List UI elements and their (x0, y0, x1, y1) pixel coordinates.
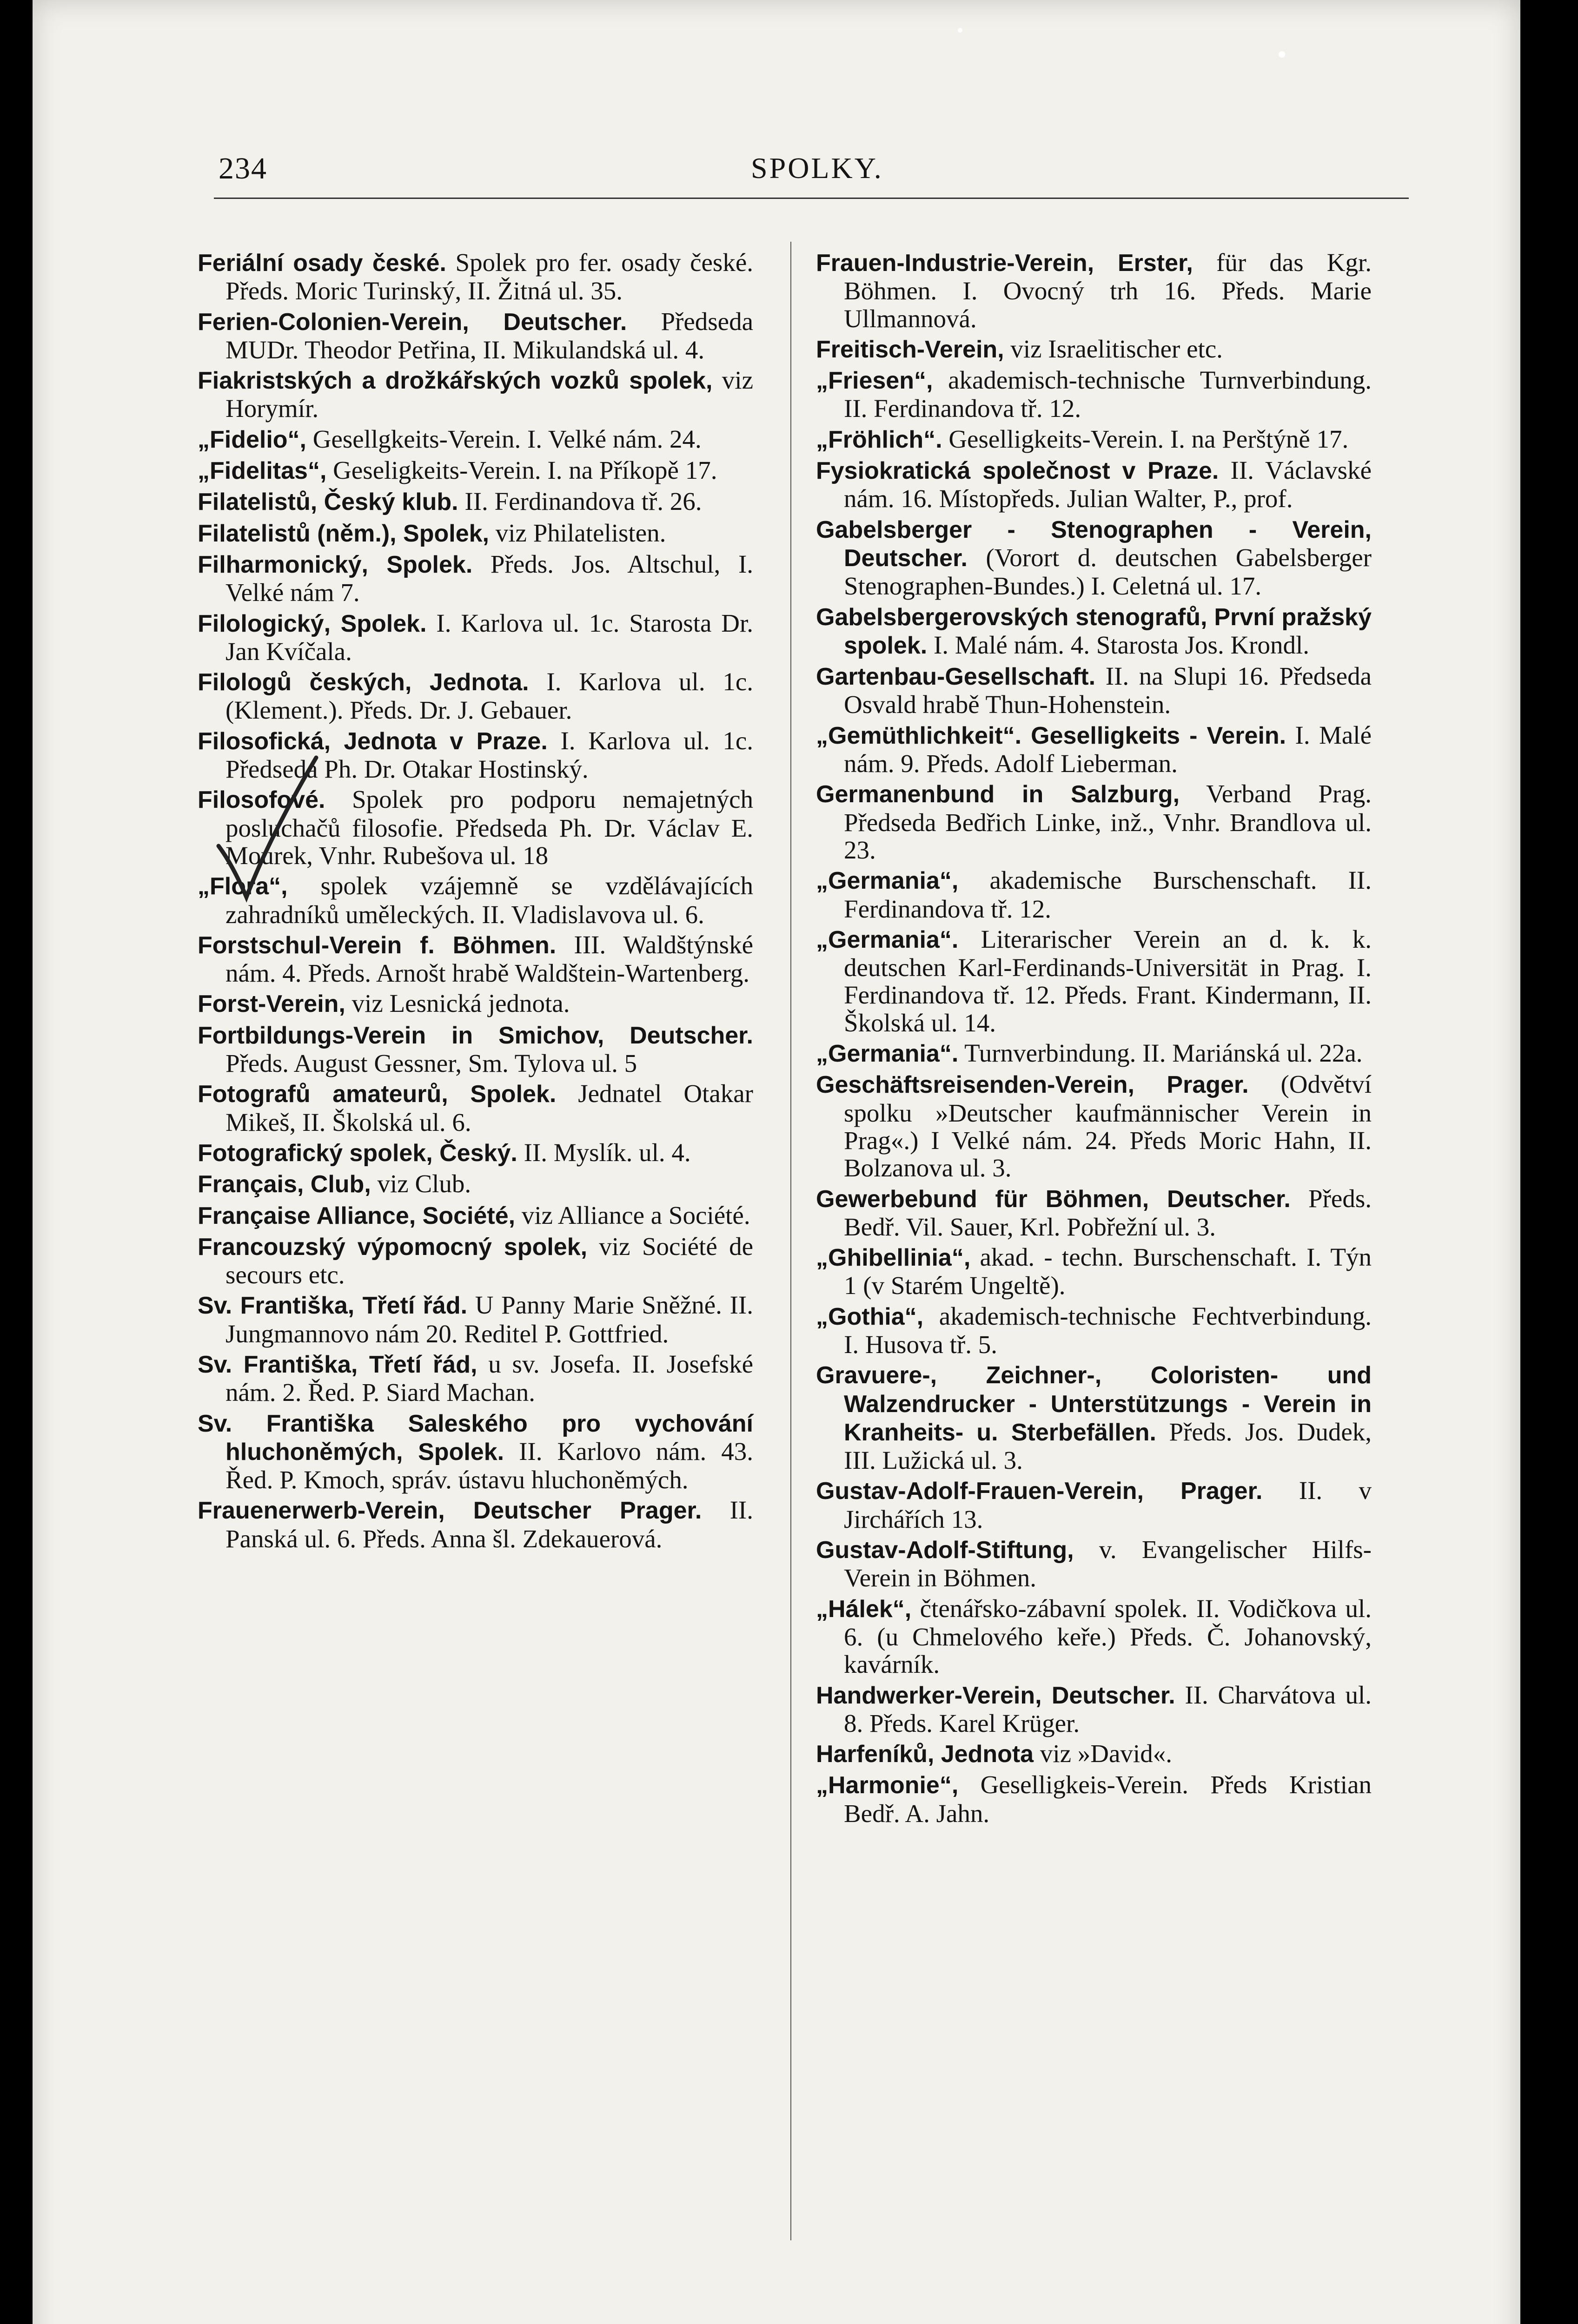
entry-text: viz »David«. (1034, 1739, 1172, 1768)
entry-name: „Germania“. (816, 926, 959, 953)
entry-name: Handwerker-Verein, Deutscher. (816, 1682, 1175, 1709)
directory-entry (198, 366, 753, 423)
entry-name: Fotografů amateurů, Spolek. (198, 1081, 557, 1108)
right-column (816, 249, 1372, 1830)
entry-text: viz Israelitischer etc. (1004, 334, 1223, 363)
directory-entry (816, 249, 1372, 332)
entry-name: Gabelsbergerovských stenografů, První pražský spolek. (816, 603, 1372, 659)
entry-name: Harfeníků, Jednota (816, 1741, 1034, 1768)
paper-speck (1279, 51, 1285, 58)
entry-name: Freitisch-Verein, (816, 336, 1004, 363)
entry-name: Gartenbau-Gesellschaft. (816, 663, 1096, 691)
directory-entry (816, 1681, 1372, 1737)
entry-name: Forstschul-Verein f. Böhmen. (198, 931, 557, 959)
directory-entry (816, 1039, 1372, 1068)
directory-entry (198, 1291, 753, 1347)
page-header (219, 151, 1409, 198)
column-divider (790, 242, 791, 2240)
entry-text: Turnverbindung. II. Mariánská ul. 22a. (958, 1039, 1363, 1068)
entry-text: v. Evangelischer Hilfs-Verein in Böhmen. (844, 1535, 1372, 1592)
entry-name: Gustav-Adolf-Frauen-Verein, Prager. (816, 1478, 1263, 1505)
directory-entry (816, 1740, 1372, 1768)
entry-text: Spolek pro podporu nemajetných posluchačů filosofie. Předseda Ph. Dr. Václav E. Mourek, Vnhr. Rubešova ul. 18 (225, 785, 753, 870)
entry-text: für das Kgr. Böhmen. I. Ovocný trh 16. Předs. Marie Ullmannová. (844, 248, 1372, 333)
directory-entry (816, 366, 1372, 423)
entry-name: Germanenbund in Salzburg, (816, 781, 1180, 808)
entry-text: (Odvětví spolku »Deutscher kaufmännischer Verein in Prag«.) I Velké nám. 24. Předs Moric Hahn, II. Bolzanova ul. 3. (844, 1070, 1372, 1182)
directory-entry (198, 249, 753, 305)
entry-name: Frauenerwerb-Verein, Deutscher Prager. (198, 1497, 702, 1525)
entry-name: „Ghibellinia“, (816, 1244, 971, 1272)
entry-text: u sv. Josefa. II. Josefské nám. 2. Řed. P. Siard Machan. (225, 1349, 753, 1407)
directory-entry (198, 931, 753, 987)
directory-entry (816, 425, 1372, 454)
handwritten-check-icon (214, 753, 321, 906)
entry-name: Français, Club, (198, 1171, 371, 1198)
directory-entry (816, 866, 1372, 923)
entry-name: „Germania“, (816, 867, 959, 895)
entry-text: I. Malé nám. 9. Předs. Adolf Lieberman. (844, 720, 1372, 778)
entry-text: spolek vzájemně se vzdělávajících zahradníků uměleckých. II. Vladislavova ul. 6. (225, 872, 753, 929)
entry-text: Předs. August Gessner, Sm. Tylova ul. 5 (225, 1049, 637, 1078)
entry-name: „Fidelitas“, (198, 457, 327, 485)
entry-name: Filosofická, Jednota v Praze. (198, 727, 548, 755)
entry-text: II. Ferdinandova tř. 26. (458, 487, 702, 516)
directory-entry (198, 990, 753, 1018)
directory-entry (816, 1477, 1372, 1533)
entry-text: II. Karlovo nám. 43. Řed. P. Kmoch, správ. ústavu hluchoněmých. (225, 1437, 753, 1494)
entry-text: Verband Prag. Předseda Bedřich Linke, inž., Vnhr. Brandlova ul. 23. (844, 779, 1372, 864)
entry-text: Geseligkeits-Verein. I. na Příkopě 17. (326, 456, 717, 485)
entry-name: „Fidelio“, (198, 426, 306, 453)
entry-name: Sv. Františka, Třetí řád. (198, 1292, 468, 1320)
entry-text: Geselligkeis-Verein. Předs Kristian Bedř. A. Jahn. (844, 1770, 1372, 1828)
entry-text: II. Charvátova ul. 8. Předs. Karel Krüger. (844, 1680, 1372, 1737)
entry-text: akademisch-technische Turnverbindung. II. Ferdinandova tř. 12. (844, 366, 1372, 423)
entry-name: Gabelsberger - Stenographen - Verein, Deutscher. (816, 516, 1372, 572)
entry-text: I. Karlova ul. 1c. Předseda Ph. Dr. Otakar Hostinský. (225, 726, 753, 784)
directory-entry (816, 925, 1372, 1037)
entry-name: Forst-Verein, (198, 990, 345, 1018)
directory-entry (198, 1170, 753, 1198)
entry-text: U Panny Marie Sněžné. II. Jungmannovo nám 20. Reditel P. Gottfried. (225, 1291, 753, 1348)
entry-text: viz Société de secours etc. (225, 1232, 753, 1289)
entry-text: viz Alliance a Société. (515, 1201, 750, 1229)
directory-entry (816, 662, 1372, 719)
header-rule (214, 198, 1409, 199)
directory-entry (816, 1595, 1372, 1678)
directory-entry (198, 1080, 753, 1136)
entry-text: (Vorort d. deutschen Gabelsberger Stenographen-Bundes.) I. Celetná ul. 17. (844, 543, 1372, 601)
entry-text: Předs. Bedř. Vil. Sauer, Krl. Pobřežní ul. 3. (844, 1184, 1372, 1241)
directory-entry (816, 721, 1372, 778)
directory-entry (816, 1536, 1372, 1592)
entry-text: viz Club. (371, 1169, 471, 1198)
entry-text: II. v Jirchářích 13. (844, 1476, 1372, 1533)
entry-name: Filatelistů (něm.), Spolek, (198, 520, 489, 547)
entry-text: Předs. Jos. Altschul, I. Velké nám 7. (225, 549, 754, 607)
entry-name: Filologický, Spolek. (198, 610, 427, 637)
entry-text: II. na Slupi 16. Předseda Osvald hrabě Thun-Hohenstein. (844, 662, 1372, 719)
directory-entry (198, 609, 753, 666)
entry-name: Gewerbebund für Böhmen, Deutscher. (816, 1185, 1291, 1213)
directory-entry (198, 1021, 753, 1077)
entry-text: II. Václavské nám. 16. Místopředs. Julian Walter, P., prof. (844, 456, 1372, 513)
entry-text: akad. - techn. Burschenschaft. I. Týn 1 (v Starém Ungeltě). (844, 1243, 1372, 1300)
entry-name: „Gemüthlichkeit“. Geselligkeits - Verein. (816, 722, 1286, 749)
entry-text: Gesellgkeits-Verein. I. Velké nám. 24. (306, 424, 702, 453)
directory-entry (198, 1233, 753, 1289)
entry-name: Frauen-Industrie-Verein, Erster, (816, 250, 1193, 277)
entry-name: Fiakristských a drožkářských vozků spolek, (198, 367, 713, 395)
entry-name: Filharmonický, Spolek. (198, 551, 473, 578)
entry-text: Jednatel Otakar Mikeš, II. Školská ul. 6. (225, 1079, 753, 1136)
entry-name: Filologů českých, Jednota. (198, 669, 529, 696)
directory-entry (816, 603, 1372, 660)
entry-name: „Flora“, (198, 873, 288, 900)
directory-entry (816, 1070, 1372, 1182)
entry-text: Geselligkeits-Verein. I. na Perštýně 17. (942, 424, 1349, 453)
entry-text: viz Philatelisten. (489, 518, 666, 547)
entry-name: Sv. Františka Saleského pro vychování hluchoněmých, Spolek. (198, 1410, 753, 1466)
page-number: 234 (219, 152, 267, 185)
entry-text: Předseda MUDr. Theodor Petřina, II. Mikulandská ul. 4. (225, 307, 753, 364)
running-title: SPOLKY. (751, 152, 883, 185)
directory-entry (198, 456, 753, 485)
entry-text: viz Horymír. (225, 366, 753, 423)
entry-name: Fysiokratická společnost v Praze. (816, 457, 1219, 485)
directory-entry (198, 1139, 753, 1167)
entry-name: Feriální osady české. (198, 250, 446, 277)
directory-entry (816, 456, 1372, 513)
directory-entry (198, 1350, 753, 1406)
entry-text: viz Lesnická jednota. (345, 989, 570, 1018)
entry-text: II. Panská ul. 6. Předs. Anna šl. Zdekauerová. (225, 1496, 753, 1553)
entry-name: Ferien-Colonien-Verein, Deutscher. (198, 308, 627, 336)
entry-name: Gravuere-, Zeichner-, Coloristen- und Walzendrucker - Unterstützungs - Verein in Kranheits- u. Sterbefällen. (816, 1362, 1372, 1446)
directory-entry (816, 1302, 1372, 1359)
directory-entry (198, 308, 753, 364)
entry-name: Française Alliance, Société, (198, 1202, 516, 1229)
directory-entry (816, 780, 1372, 864)
directory-entry (198, 425, 753, 454)
entry-text: II. Myslík. ul. 4. (517, 1138, 691, 1167)
entry-text: Literarischer Verein an d. k. k. deutschen Karl-Ferdinands-Universität in Prag. I. Ferdinandova tř. 12. Předs. Frant. Kindermann, II. Školská ul. 14. (844, 924, 1372, 1037)
book-page (33, 0, 1520, 2324)
entry-text: I. Karlova ul. 1c. (Klement.). Předs. Dr. J. Gebauer. (225, 667, 753, 725)
entry-text: I. Karlova ul. 1c. Starosta Dr. Jan Kvíčala. (225, 608, 753, 666)
entry-text: akademisch-technische Fechtverbindung. I. Husova tř. 5. (844, 1301, 1372, 1359)
entry-name: Filatelistů, Český klub. (198, 489, 458, 516)
entry-text: Spolek pro fer. osady české. Předs. Moric Turinský, II. Žitná ul. 35. (225, 248, 753, 305)
directory-entry (198, 1409, 753, 1494)
entry-name: „Harmonie“, (816, 1772, 959, 1799)
directory-entry (816, 515, 1372, 600)
entry-name: Fotografický spolek, Český. (198, 1139, 517, 1167)
entry-name: „Gothia“, (816, 1303, 924, 1330)
directory-entry (816, 1361, 1372, 1474)
entry-name: „Hálek“, (816, 1595, 912, 1623)
entry-name: Filosofové. (198, 786, 325, 814)
entry-text: Předs. Jos. Dudek, III. Lužická ul. 3. (844, 1417, 1372, 1475)
directory-entry (198, 668, 753, 724)
entry-name: „Germania“. (816, 1040, 959, 1068)
directory-entry (816, 1185, 1372, 1241)
directory-entry (198, 1496, 753, 1552)
directory-entry (816, 1771, 1372, 1827)
entry-text: akademische Burschenschaft. II. Ferdinandova tř. 12. (844, 866, 1372, 923)
entry-text: I. Malé nám. 4. Starosta Jos. Krondl. (927, 630, 1310, 659)
directory-entry (198, 519, 753, 548)
entry-text: III. Waldštýnské nám. 4. Předs. Arnošt hrabě Waldštein-Wartenberg. (225, 930, 753, 988)
entry-name: Gustav-Adolf-Stiftung, (816, 1537, 1074, 1564)
directory-entry (198, 1202, 753, 1230)
directory-entry (198, 488, 753, 516)
directory-entry (816, 1243, 1372, 1300)
directory-entry (198, 550, 753, 607)
entry-name: „Fröhlich“. (816, 426, 942, 453)
entry-name: Francouzský výpomocný spolek, (198, 1233, 588, 1261)
entry-name: „Friesen“, (816, 367, 933, 395)
directory-entry (816, 335, 1372, 363)
paper-speck (958, 28, 962, 33)
entry-name: Sv. Františka, Třetí řád, (198, 1351, 477, 1378)
entry-text: čtenářsko-zábavní spolek. II. Vodičkova ul. 6. (u Chmelového keře.) Předs. Č. Johanovský, kavárník. (844, 1594, 1372, 1679)
entry-name: Fortbildungs-Verein in Smichov, Deutscher. (198, 1022, 753, 1049)
entry-name: Geschäftsreisenden-Verein, Prager. (816, 1071, 1249, 1099)
